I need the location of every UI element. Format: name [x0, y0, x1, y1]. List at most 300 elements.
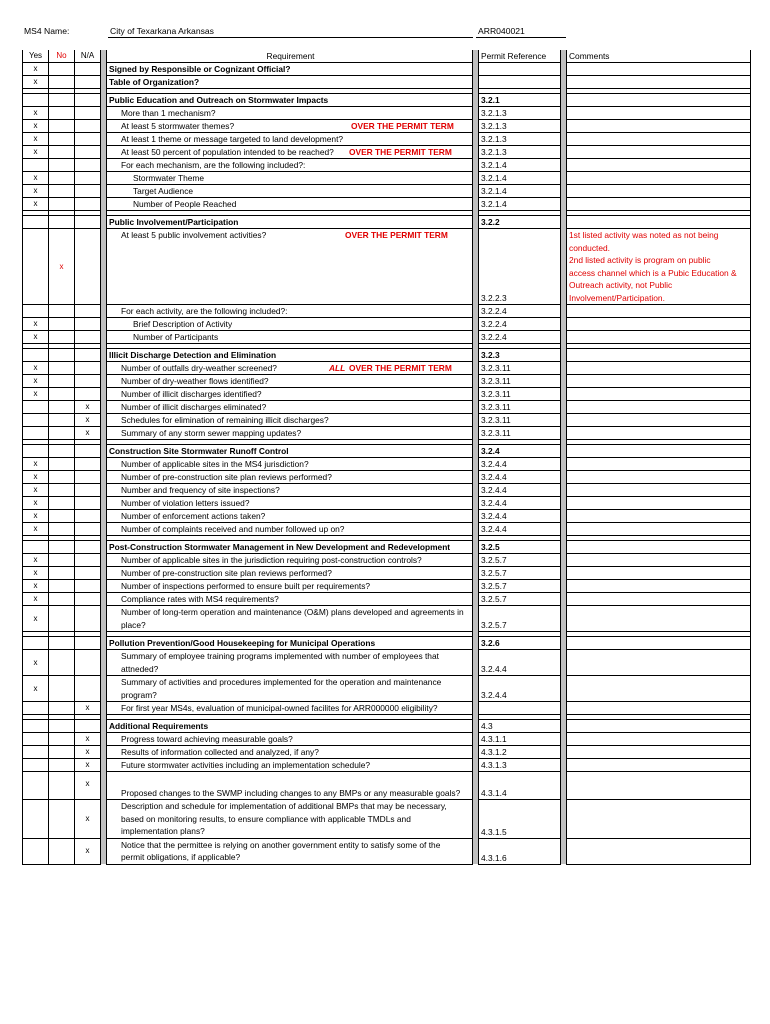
table-cell: [49, 759, 75, 772]
table-row: [23, 107, 751, 120]
table-cell: [49, 637, 75, 650]
table-row: [23, 388, 751, 401]
permit-ref: 3.2.2.4: [479, 305, 561, 318]
requirement-text: Target Audience: [133, 186, 194, 196]
table-cell: [49, 388, 75, 401]
na-mark: x: [75, 414, 101, 427]
table-cell: [567, 567, 751, 580]
yes-mark: x: [23, 375, 49, 388]
table-cell: [49, 146, 75, 159]
table-cell: [479, 76, 561, 89]
table-cell: [23, 401, 49, 414]
section-header: [23, 94, 751, 107]
table-row: [23, 458, 751, 471]
table-cell: [23, 838, 49, 864]
table-cell: [107, 133, 473, 146]
table-cell: [75, 388, 101, 401]
yes-mark: x: [23, 593, 49, 606]
permit-ref: 3.2.3.11: [479, 375, 561, 388]
table-cell: [107, 427, 473, 440]
table-cell: [75, 541, 101, 554]
table-cell: [107, 510, 473, 523]
requirement-text: Number of dry-weather flows identified?: [121, 376, 269, 386]
table-cell: [567, 637, 751, 650]
over-permit-term-note: OVER THE PERMIT TERM: [349, 147, 452, 157]
table-row: [23, 497, 751, 510]
table-cell: [49, 541, 75, 554]
table-cell: [49, 746, 75, 759]
table-cell: [567, 606, 751, 632]
yes-mark: x: [23, 484, 49, 497]
table-cell: [107, 120, 473, 133]
table-cell: [107, 107, 473, 120]
table-cell: [49, 800, 75, 839]
table-cell: [567, 305, 751, 318]
table-cell: [75, 185, 101, 198]
table-row: [23, 146, 751, 159]
requirement-text: Proposed changes to the SWMP including changes to any BMPs or any measurable goals?: [121, 788, 461, 798]
requirement-text: Number of outfalls dry-weather screened?: [121, 363, 277, 373]
yes-mark: x: [23, 523, 49, 536]
table-cell: [75, 567, 101, 580]
table-cell: [107, 702, 473, 715]
permit-ref: 3.2.1.4: [479, 159, 561, 172]
table-cell: [75, 554, 101, 567]
table-cell: [23, 159, 49, 172]
table-cell: [75, 63, 101, 76]
section-title: Public Education and Outreach on Stormwater Impacts: [107, 94, 473, 107]
table-cell: [49, 606, 75, 632]
table-cell: [49, 185, 75, 198]
requirement-text: Number of complaints received and number followed up on?: [121, 524, 345, 534]
na-mark: x: [75, 733, 101, 746]
table-cell: [567, 676, 751, 702]
table-cell: [49, 172, 75, 185]
table-cell: [567, 838, 751, 864]
table-cell: [107, 523, 473, 536]
table-row: [23, 772, 751, 800]
na-mark: x: [75, 746, 101, 759]
table-cell: [567, 720, 751, 733]
table-row: [23, 593, 751, 606]
na-mark: x: [75, 702, 101, 715]
table-cell: [23, 305, 49, 318]
table-cell: [75, 216, 101, 229]
col-yes: Yes: [23, 50, 49, 63]
requirement-text: At least 5 stormwater themes?: [121, 121, 235, 131]
table-row: [23, 63, 751, 76]
table-cell: [49, 733, 75, 746]
table-cell: [49, 567, 75, 580]
table-cell: [75, 637, 101, 650]
table-cell: [49, 318, 75, 331]
permit-ref: 3.2.1.4: [479, 172, 561, 185]
table-cell: [49, 107, 75, 120]
col-no: No: [49, 50, 75, 63]
table-cell: [49, 305, 75, 318]
table-cell: [49, 458, 75, 471]
table-cell: [49, 772, 75, 800]
table-row: [23, 198, 751, 211]
table-cell: [567, 146, 751, 159]
requirement-text: Number of enforcement actions taken?: [121, 511, 266, 521]
permit-ref: 3.2.2.4: [479, 318, 561, 331]
table-cell: [23, 94, 49, 107]
table-cell: [107, 471, 473, 484]
permit-ref: 3.2.4.4: [479, 510, 561, 523]
table-cell: [567, 580, 751, 593]
requirement-text: Future stormwater activities including an implementation schedule?: [121, 760, 371, 770]
permit-ref: 4.3.1.3: [479, 759, 561, 772]
table-row: [23, 159, 751, 172]
yes-mark: x: [23, 146, 49, 159]
permit-ref: 3.2.5.7: [479, 567, 561, 580]
permit-ref: 3.2.2.4: [479, 331, 561, 344]
table-cell: [75, 159, 101, 172]
requirement-text: For each activity, are the following included?:: [121, 306, 288, 316]
table-cell: [107, 229, 473, 305]
yes-mark: x: [23, 318, 49, 331]
table-cell: [75, 133, 101, 146]
requirement-text: Table of Organization?: [107, 76, 473, 89]
table-row: [23, 133, 751, 146]
table-cell: [75, 318, 101, 331]
table-row: [23, 427, 751, 440]
comment-line: 2nd listed activity is program on public: [569, 255, 711, 265]
table-row: [23, 554, 751, 567]
table-cell: [567, 414, 751, 427]
section-ref: 3.2.5: [479, 541, 561, 554]
requirement-text: Number of long-term operation and maintenance (O&M) plans developed and agreements in: [121, 607, 464, 617]
table-cell: [107, 172, 473, 185]
permit-ref: 3.2.4.4: [479, 523, 561, 536]
table-cell: [23, 349, 49, 362]
table-cell: [567, 733, 751, 746]
requirement-text: Number and frequency of site inspections?: [121, 485, 280, 495]
table-cell: [49, 414, 75, 427]
permit-ref: 3.2.4.4: [479, 458, 561, 471]
comment-line: Involvement/Participation.: [569, 292, 665, 303]
table-cell: [75, 229, 101, 305]
table-cell: [23, 229, 49, 305]
requirement-text: Summary of activities and procedures implemented for the operation and maintenance: [121, 677, 442, 687]
yes-mark: x: [23, 331, 49, 344]
table-cell: [75, 198, 101, 211]
city-underline: [108, 37, 473, 38]
section-ref: 4.3: [479, 720, 561, 733]
table-cell: [75, 76, 101, 89]
yes-mark: x: [23, 650, 49, 676]
table-cell: [107, 554, 473, 567]
requirement-text: Number of applicable sites in the MS4 jurisdiction?: [121, 459, 309, 469]
requirement-text: Summary of any storm sewer mapping updates?: [121, 428, 302, 438]
yes-mark: x: [23, 580, 49, 593]
table-cell: [567, 172, 751, 185]
table-cell: [75, 146, 101, 159]
table-row: [23, 172, 751, 185]
requirement-text: Stormwater Theme: [133, 173, 205, 183]
table-cell: [107, 414, 473, 427]
table-row: [23, 120, 751, 133]
table-cell: [75, 331, 101, 344]
col-permit-reference: Permit Reference: [479, 50, 561, 63]
table-cell: [75, 445, 101, 458]
table-cell: [567, 523, 751, 536]
table-cell: [567, 427, 751, 440]
table-cell: [107, 362, 473, 375]
table-cell: [49, 362, 75, 375]
yes-mark: x: [23, 497, 49, 510]
table-cell: [567, 107, 751, 120]
table-cell: [49, 510, 75, 523]
yes-mark: x: [23, 606, 49, 632]
over-permit-term-note: OVER THE PERMIT TERM: [349, 363, 452, 373]
table-cell: [567, 510, 751, 523]
table-cell: [567, 216, 751, 229]
yes-mark: x: [23, 185, 49, 198]
requirement-text: Number of People Reached: [133, 199, 237, 209]
table-cell: [75, 458, 101, 471]
table-cell: [107, 746, 473, 759]
table-cell: [49, 580, 75, 593]
compliance-table: [22, 50, 751, 865]
table-cell: [107, 838, 473, 864]
table-cell: [23, 427, 49, 440]
table-cell: [75, 606, 101, 632]
table-cell: [107, 593, 473, 606]
section-ref: 3.2.6: [479, 637, 561, 650]
table-cell: [49, 445, 75, 458]
table-cell: [107, 497, 473, 510]
table-cell: [107, 146, 473, 159]
table-cell: [49, 133, 75, 146]
table-cell: [49, 554, 75, 567]
table-cell: [49, 216, 75, 229]
requirement-text: Number of pre-construction site plan reviews performed?: [121, 472, 332, 482]
requirement-text: Progress toward achieving measurable goals?: [121, 734, 293, 744]
requirement-text-cont: attneded?: [121, 663, 159, 674]
table-cell: [107, 375, 473, 388]
requirement-text: More than 1 mechanism?: [121, 108, 216, 118]
table-cell: [49, 349, 75, 362]
table-cell: [107, 159, 473, 172]
table-cell: [567, 458, 751, 471]
over-permit-term-note: OVER THE PERMIT TERM: [351, 121, 454, 131]
table-cell: [107, 772, 473, 800]
table-cell: [567, 401, 751, 414]
over-permit-term-note: OVER THE PERMIT TERM: [345, 230, 448, 240]
table-cell: [75, 305, 101, 318]
table-cell: [49, 523, 75, 536]
table-row: [23, 318, 751, 331]
table-cell: [23, 637, 49, 650]
table-cell: [107, 606, 473, 632]
column-header-row: [23, 50, 751, 63]
table-row: [23, 759, 751, 772]
yes-mark: x: [23, 107, 49, 120]
col-comments: Comments: [567, 50, 751, 63]
col-requirement: Requirement: [107, 50, 473, 63]
section-header: [23, 216, 751, 229]
table-cell: [49, 120, 75, 133]
table-cell: [107, 198, 473, 211]
table-cell: [567, 349, 751, 362]
table-row: [23, 484, 751, 497]
table-cell: [567, 63, 751, 76]
table-cell: [567, 650, 751, 676]
section-title: Illicit Discharge Detection and Elimination: [107, 349, 473, 362]
table-cell: [75, 107, 101, 120]
table-row: [23, 523, 751, 536]
table-cell: [49, 838, 75, 864]
permit-ref: 3.2.3.11: [479, 414, 561, 427]
table-cell: [107, 759, 473, 772]
table-cell: [107, 458, 473, 471]
table-cell: [107, 331, 473, 344]
requirement-text: Brief Description of Activity: [133, 319, 233, 329]
na-mark: x: [75, 401, 101, 414]
table-cell: [567, 746, 751, 759]
requirement-text: For first year MS4s, evaluation of municipal-owned facilites for ARR000000 eligibility?: [121, 703, 438, 713]
permit-ref: 3.2.1.3: [479, 133, 561, 146]
requirement-text-cont: implementation plans?: [121, 826, 205, 836]
table-row: [23, 510, 751, 523]
city-name: City of Texarkana Arkansas: [110, 26, 214, 36]
table-cell: [107, 733, 473, 746]
table-row: [23, 375, 751, 388]
table-cell: [567, 759, 751, 772]
table-cell: [567, 331, 751, 344]
table-cell: [107, 580, 473, 593]
table-row: [23, 838, 751, 864]
requirement-text: Number of illicit discharges identified?: [121, 389, 262, 399]
table-cell: [49, 497, 75, 510]
yes-mark: x: [23, 554, 49, 567]
comment-line: access channel which is a Pubic Education &: [569, 267, 737, 278]
section-ref: 3.2.1: [479, 94, 561, 107]
permit-ref: 4.3.1.1: [479, 733, 561, 746]
requirement-text: Number of violation letters issued?: [121, 498, 250, 508]
permit-ref: 3.2.1.4: [479, 198, 561, 211]
yes-mark: x: [23, 676, 49, 702]
requirement-text: Compliance rates with MS4 requirements?: [121, 594, 279, 604]
permit-ref: 3.2.4.4: [479, 676, 561, 702]
table-row: [23, 800, 751, 839]
table-cell: [49, 94, 75, 107]
table-cell: [49, 593, 75, 606]
table-cell: [107, 800, 473, 839]
table-cell: [107, 305, 473, 318]
permit-ref: 3.2.4.4: [479, 471, 561, 484]
table-cell: [23, 759, 49, 772]
table-cell: [75, 471, 101, 484]
permit-underline: [476, 37, 566, 38]
yes-mark: x: [23, 76, 49, 89]
table-cell: [75, 349, 101, 362]
yes-mark: x: [23, 120, 49, 133]
permit-ref: 3.2.4.4: [479, 497, 561, 510]
table-cell: [75, 120, 101, 133]
permit-ref: 3.2.3.11: [479, 427, 561, 440]
permit-ref: 3.2.5.7: [479, 606, 561, 632]
permit-ref: 3.2.3.11: [479, 401, 561, 414]
requirement-text: Number of pre-construction site plan reviews performed?: [121, 568, 332, 578]
table-cell: [23, 800, 49, 839]
yes-mark: x: [23, 362, 49, 375]
requirement-text: Number of Participants: [133, 332, 219, 342]
no-mark: x: [49, 229, 75, 305]
table-cell: [75, 497, 101, 510]
table-cell: [23, 733, 49, 746]
permit-ref: 3.2.1.3: [479, 120, 561, 133]
table-cell: [107, 185, 473, 198]
table-cell: [49, 401, 75, 414]
section-header: [23, 720, 751, 733]
table-cell: [567, 471, 751, 484]
table-cell: [567, 593, 751, 606]
requirement-text: Signed by Responsible or Cognizant Official?: [107, 63, 473, 76]
requirement-text: Notice that the permittee is relying on another government entity to satisfy some of the: [121, 839, 441, 850]
requirement-text-cont: place?: [121, 619, 146, 630]
section-title: Additional Requirements: [107, 720, 473, 733]
permit-number: ARR040021: [478, 26, 525, 36]
all-note: ALL: [329, 363, 346, 373]
section-ref: 3.2.4: [479, 445, 561, 458]
table-row: [23, 305, 751, 318]
permit-ref: 3.2.1.3: [479, 107, 561, 120]
table-cell: [107, 318, 473, 331]
table-row: [23, 733, 751, 746]
permit-ref: 3.2.1.3: [479, 146, 561, 159]
yes-mark: x: [23, 133, 49, 146]
table-cell: [23, 541, 49, 554]
section-header: [23, 541, 751, 554]
table-cell: [75, 593, 101, 606]
yes-mark: x: [23, 172, 49, 185]
table-row: [23, 676, 751, 702]
table-cell: [107, 401, 473, 414]
comment-line: conducted.: [569, 242, 610, 253]
table-row: [23, 76, 751, 89]
requirement-text: Number of inspections performed to ensure built per requirements?: [121, 581, 371, 591]
table-cell: [479, 63, 561, 76]
table-cell: [75, 484, 101, 497]
table-cell: [49, 650, 75, 676]
table-cell: [567, 159, 751, 172]
table-row: [23, 650, 751, 676]
table-cell: [107, 676, 473, 702]
table-cell: [75, 720, 101, 733]
table-cell: [75, 650, 101, 676]
table-cell: [567, 120, 751, 133]
requirement-text-cont: based on monitoring results, to ensure compliance with applicable TMDLs and: [121, 813, 411, 824]
permit-ref: 4.3.1.4: [479, 772, 561, 800]
table-cell: [479, 702, 561, 715]
permit-ref: 3.2.4.4: [479, 484, 561, 497]
requirement-text-cont: program?: [121, 689, 157, 700]
section-ref: 3.2.2: [479, 216, 561, 229]
table-cell: [49, 375, 75, 388]
table-cell: [49, 720, 75, 733]
table-cell: [49, 484, 75, 497]
na-mark: x: [75, 800, 101, 839]
na-mark: x: [75, 772, 101, 800]
table-cell: [567, 497, 751, 510]
table-row: [23, 229, 751, 305]
table-row: [23, 331, 751, 344]
ms4-name-label: MS4 Name:: [24, 26, 70, 36]
table-row: [23, 746, 751, 759]
